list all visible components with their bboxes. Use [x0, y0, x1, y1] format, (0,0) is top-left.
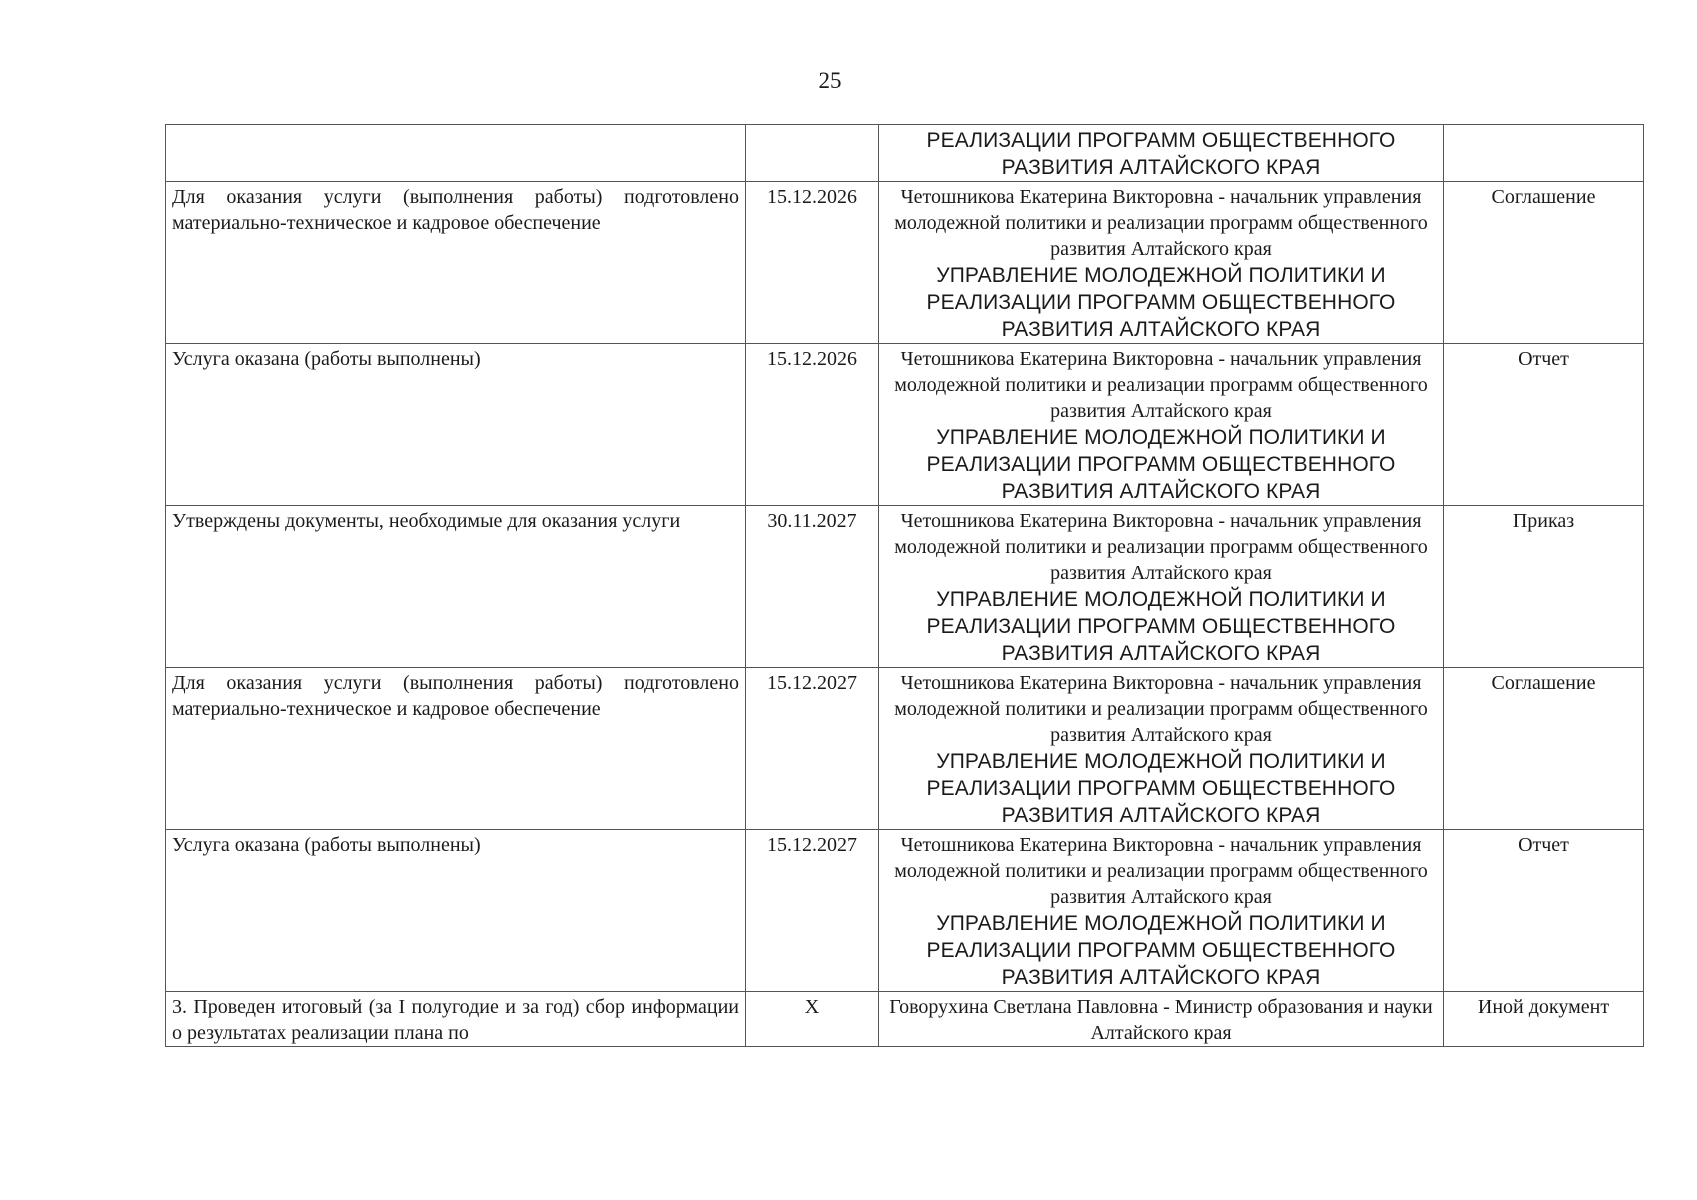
date-cell: 15.12.2026: [746, 344, 879, 506]
table-row: [166, 506, 1644, 668]
responsible-cell: [879, 182, 1444, 344]
responsible-org: УПРАВЛЕНИЕ МОЛОДЕЖНОЙ ПОЛИТИКИ И РЕАЛИЗАЦИИ ПРОГРАММ ОБЩЕСТВЕННОГО РАЗВИТИЯ АЛТАЙСКОГО КРАЯ: [926, 750, 1396, 827]
event-cell: Услуга оказана (работы выполнены): [166, 830, 746, 992]
responsible-name: Четошникова Екатерина Викторовна - начальник управления молодежной политики и реализации программ общественного развития Алтайского края: [894, 348, 1428, 422]
event-cell: Для оказания услуги (выполнения работы) подготовлено материально-техническое и кадровое обеспечение: [166, 182, 746, 344]
responsible-cell: [879, 668, 1444, 830]
responsible-name: Четошникова Екатерина Викторовна - начальник управления молодежной политики и реализации программ общественного развития Алтайского края: [894, 510, 1428, 584]
table-row: [166, 182, 1644, 344]
date-cell: X: [746, 992, 879, 1047]
responsible-name: Четошникова Екатерина Викторовна - начальник управления молодежной политики и реализации программ общественного развития Алтайского края: [894, 186, 1428, 260]
date-cell: 30.11.2027: [746, 506, 879, 668]
document-cell: [1444, 125, 1644, 182]
responsible-cell: [879, 506, 1444, 668]
responsible-org: УПРАВЛЕНИЕ МОЛОДЕЖНОЙ ПОЛИТИКИ И РЕАЛИЗАЦИИ ПРОГРАММ ОБЩЕСТВЕННОГО РАЗВИТИЯ АЛТАЙСКОГО КРАЯ: [926, 426, 1396, 503]
responsible-cell: [879, 992, 1444, 1047]
document-cell: Отчет: [1444, 830, 1644, 992]
responsible-name: Говорухина Светлана Павловна - Министр образования и науки Алтайского края: [889, 996, 1433, 1044]
date-cell: 15.12.2026: [746, 182, 879, 344]
event-cell: Утверждены документы, необходимые для оказания услуги: [166, 506, 746, 668]
document-cell: Приказ: [1444, 506, 1644, 668]
table-row: [166, 344, 1644, 506]
responsible-cell: [879, 830, 1444, 992]
document-cell: Иной документ: [1444, 992, 1644, 1047]
responsible-name: Четошникова Екатерина Викторовна - начальник управления молодежной политики и реализации программ общественного развития Алтайского края: [894, 672, 1428, 746]
event-cell: Услуга оказана (работы выполнены): [166, 344, 746, 506]
responsible-cell: [879, 125, 1444, 182]
date-cell: 15.12.2027: [746, 668, 879, 830]
date-cell: 15.12.2027: [746, 830, 879, 992]
responsible-org: УПРАВЛЕНИЕ МОЛОДЕЖНОЙ ПОЛИТИКИ И РЕАЛИЗАЦИИ ПРОГРАММ ОБЩЕСТВЕННОГО РАЗВИТИЯ АЛТАЙСКОГО КРАЯ: [926, 264, 1396, 341]
plan-table: [165, 124, 1644, 1047]
table-row: [166, 992, 1644, 1047]
document-cell: Соглашение: [1444, 182, 1644, 344]
event-cell: [166, 125, 746, 182]
responsible-org: РЕАЛИЗАЦИИ ПРОГРАММ ОБЩЕСТВЕННОГО РАЗВИТИЯ АЛТАЙСКОГО КРАЯ: [926, 129, 1396, 179]
responsible-name: Четошникова Екатерина Викторовна - начальник управления молодежной политики и реализации программ общественного развития Алтайского края: [894, 834, 1428, 908]
responsible-org: УПРАВЛЕНИЕ МОЛОДЕЖНОЙ ПОЛИТИКИ И РЕАЛИЗАЦИИ ПРОГРАММ ОБЩЕСТВЕННОГО РАЗВИТИЯ АЛТАЙСКОГО КРАЯ: [926, 588, 1396, 665]
date-cell: [746, 125, 879, 182]
table-row: [166, 830, 1644, 992]
event-cell: Для оказания услуги (выполнения работы) подготовлено материально-техническое и кадровое обеспечение: [166, 668, 746, 830]
table-row: [166, 125, 1644, 182]
responsible-cell: [879, 344, 1444, 506]
page-number: 25: [818, 68, 842, 93]
table-row: [166, 668, 1644, 830]
responsible-org: УПРАВЛЕНИЕ МОЛОДЕЖНОЙ ПОЛИТИКИ И РЕАЛИЗАЦИИ ПРОГРАММ ОБЩЕСТВЕННОГО РАЗВИТИЯ АЛТАЙСКОГО КРАЯ: [926, 912, 1396, 989]
document-cell: Соглашение: [1444, 668, 1644, 830]
event-cell: 3. Проведен итоговый (за I полугодие и за год) сбор информации о результатах реализации плана по: [166, 992, 746, 1047]
document-cell: Отчет: [1444, 344, 1644, 506]
